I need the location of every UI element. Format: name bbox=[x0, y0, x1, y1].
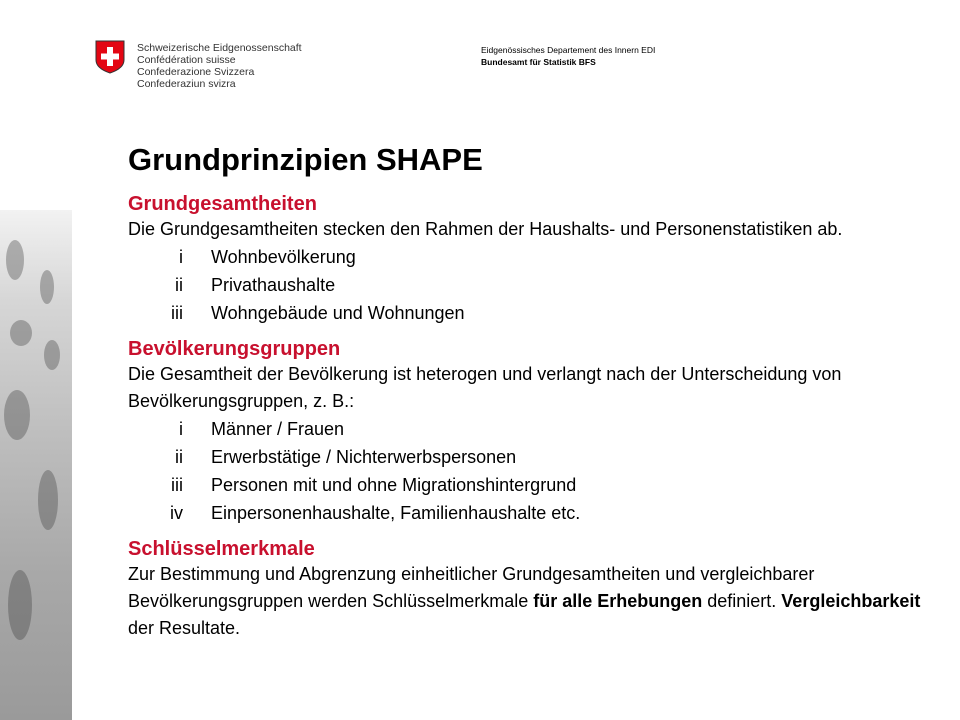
text-part: der Resultate. bbox=[128, 618, 241, 638]
section-heading: Grundgesamtheiten bbox=[128, 193, 317, 215]
list-item bbox=[128, 243, 928, 271]
section-text: Die Gesamtheit der Bevölkerung ist heterogen und verlangt nach der Unterscheidung von Bevölkerungsgruppen, z. B.: bbox=[128, 364, 842, 411]
slide-title: Grundprinzipien SHAPE bbox=[128, 142, 483, 177]
list-number: iii bbox=[171, 475, 183, 495]
section-grundgesamtheiten bbox=[128, 192, 928, 327]
confederation-name-fr: Confédération suisse bbox=[137, 54, 236, 66]
list-label: Einpersonenhaushalte, Familienhaushalte etc. bbox=[211, 503, 581, 523]
text-part: definiert. bbox=[702, 591, 782, 611]
list-number: iii bbox=[171, 303, 183, 323]
list-label: Wohngebäude und Wohnungen bbox=[211, 303, 465, 323]
swiss-coat-of-arms-icon bbox=[95, 40, 125, 74]
list-item bbox=[128, 415, 928, 443]
list-label: Wohnbevölkerung bbox=[211, 247, 356, 267]
list-item bbox=[128, 271, 928, 299]
list-label: Erwerbstätige / Nichterwerbspersonen bbox=[211, 447, 517, 467]
emphasis-text: für alle Erhebungen bbox=[533, 591, 703, 611]
confederation-name-rm: Confederaziun svizra bbox=[137, 78, 236, 90]
side-photo-banner bbox=[0, 210, 72, 720]
section-schluesselmerkmale bbox=[128, 537, 928, 642]
confederation-names bbox=[137, 42, 302, 90]
section-bevoelkerungsgruppen bbox=[128, 337, 928, 527]
list-label: Männer / Frauen bbox=[211, 419, 345, 439]
confederation-name-de: Schweizerische Eidgenossenschaft bbox=[137, 42, 302, 54]
section-heading: Bevölkerungsgruppen bbox=[128, 338, 341, 360]
roman-list bbox=[128, 243, 928, 327]
department-name: Eidgenössisches Departement des Innern EDI bbox=[481, 45, 656, 55]
list-item bbox=[128, 499, 928, 527]
list-number: i bbox=[179, 419, 183, 439]
list-label: Personen mit und ohne Migrationshintergrund bbox=[211, 475, 577, 495]
list-item bbox=[128, 471, 928, 499]
list-number: ii bbox=[175, 275, 183, 295]
text-part: Zur Bestimmung und Abgrenzung einheitlicher Grundgesamtheiten und vergleichbarer Bevölkerungsgruppen werden Schlüsselmerkmale bbox=[128, 564, 815, 611]
office-name: Bundesamt für Statistik BFS bbox=[481, 57, 596, 67]
list-number: iv bbox=[170, 503, 183, 523]
list-item bbox=[128, 299, 928, 327]
section-text: Die Grundgesamtheiten stecken den Rahmen der Haushalts- und Personenstatistiken ab. bbox=[128, 219, 843, 239]
roman-list bbox=[128, 415, 928, 527]
department-info bbox=[481, 44, 655, 68]
list-number: i bbox=[179, 247, 183, 267]
emphasis-text: Vergleichbarkeit bbox=[781, 591, 921, 611]
section-text bbox=[128, 561, 928, 642]
confederation-name-it: Confederazione Svizzera bbox=[137, 66, 255, 78]
slide-content bbox=[128, 140, 928, 642]
list-number: ii bbox=[175, 447, 183, 467]
list-label: Privathaushalte bbox=[211, 275, 336, 295]
list-item bbox=[128, 443, 928, 471]
section-heading: Schlüsselmerkmale bbox=[128, 538, 315, 560]
